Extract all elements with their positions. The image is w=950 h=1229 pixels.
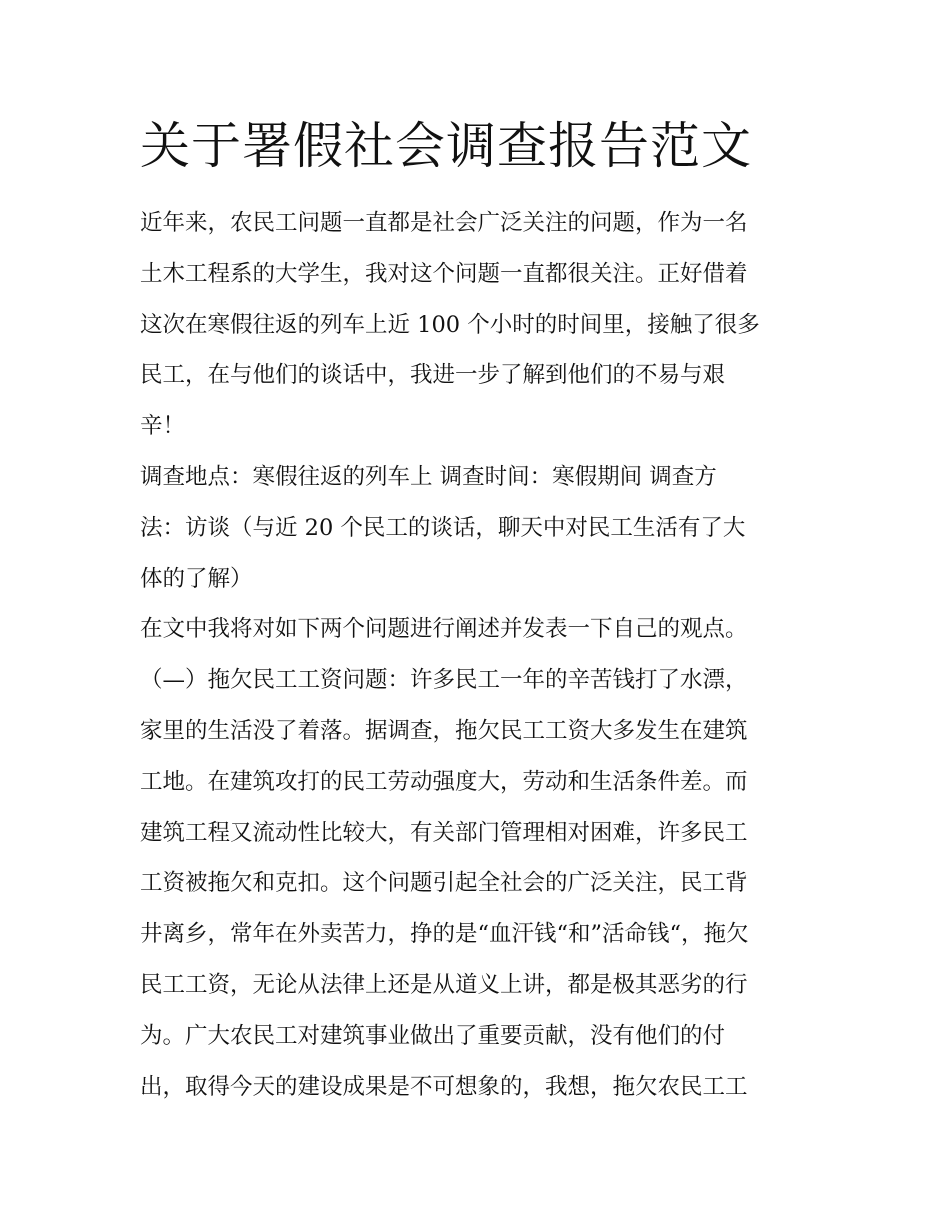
text-line: 调查地点：寒假往返的列车上 调查时间：寒假期间 调查方	[140, 463, 717, 490]
text-line: 建筑工程又流动性比较大，有关部门管理相对困难，许多民工	[140, 819, 748, 846]
document-title: 关于署假社会调查报告范文	[140, 117, 752, 175]
text-line: 家里的生活没了着落。据调查，拖欠民工工资大多发生在建筑	[140, 717, 748, 744]
document-body	[140, 198, 812, 1112]
text-line: （—）拖欠民工工资问题：许多民工一年的辛苦钱打了水漂，	[140, 667, 748, 694]
text-line: 工地。在建筑攻打的民工劳动强度大，劳动和生活条件差。而	[140, 768, 748, 795]
text-line: 在文中我将对如下两个问题进行阐述并发表一下自己的观点。	[140, 616, 748, 643]
text-line: 井离乡，常年在外卖苦力，挣的是“血汗钱“和”活命钱“，拖欠	[140, 921, 749, 948]
text-line: 出，取得今天的建设成果是不可想象的，我想，拖欠农民工工	[140, 1073, 748, 1100]
text-line: 法：访谈（与近 20 个民工的谈话，聊天中对民工生活有了大	[140, 514, 746, 541]
text-line: 土木工程系的大学生，我对这个问题一直都很关注。正好借着	[140, 260, 748, 287]
text-line: 体的了解）	[140, 565, 253, 592]
text-line: 辛！	[140, 413, 186, 440]
text-line: 民工，在与他们的谈话中，我进一步了解到他们的不易与艰	[140, 362, 726, 389]
text-line: 民工工资，无论从法律上还是从道义上讲，都是极其恶劣的行	[140, 971, 748, 998]
text-line: 近年来，农民工问题一直都是社会广泛关注的问题，作为一名	[140, 210, 748, 236]
text-line: 这次在寒假往返的列车上近 100 个小时的时间里，接触了很多	[140, 311, 760, 338]
text-line: 工资被拖欠和克扣。这个问题引起全社会的广泛关注，民工背	[140, 870, 748, 897]
text-line: 为。广大农民工对建筑事业做出了重要贡献，没有他们的付	[140, 1022, 726, 1049]
